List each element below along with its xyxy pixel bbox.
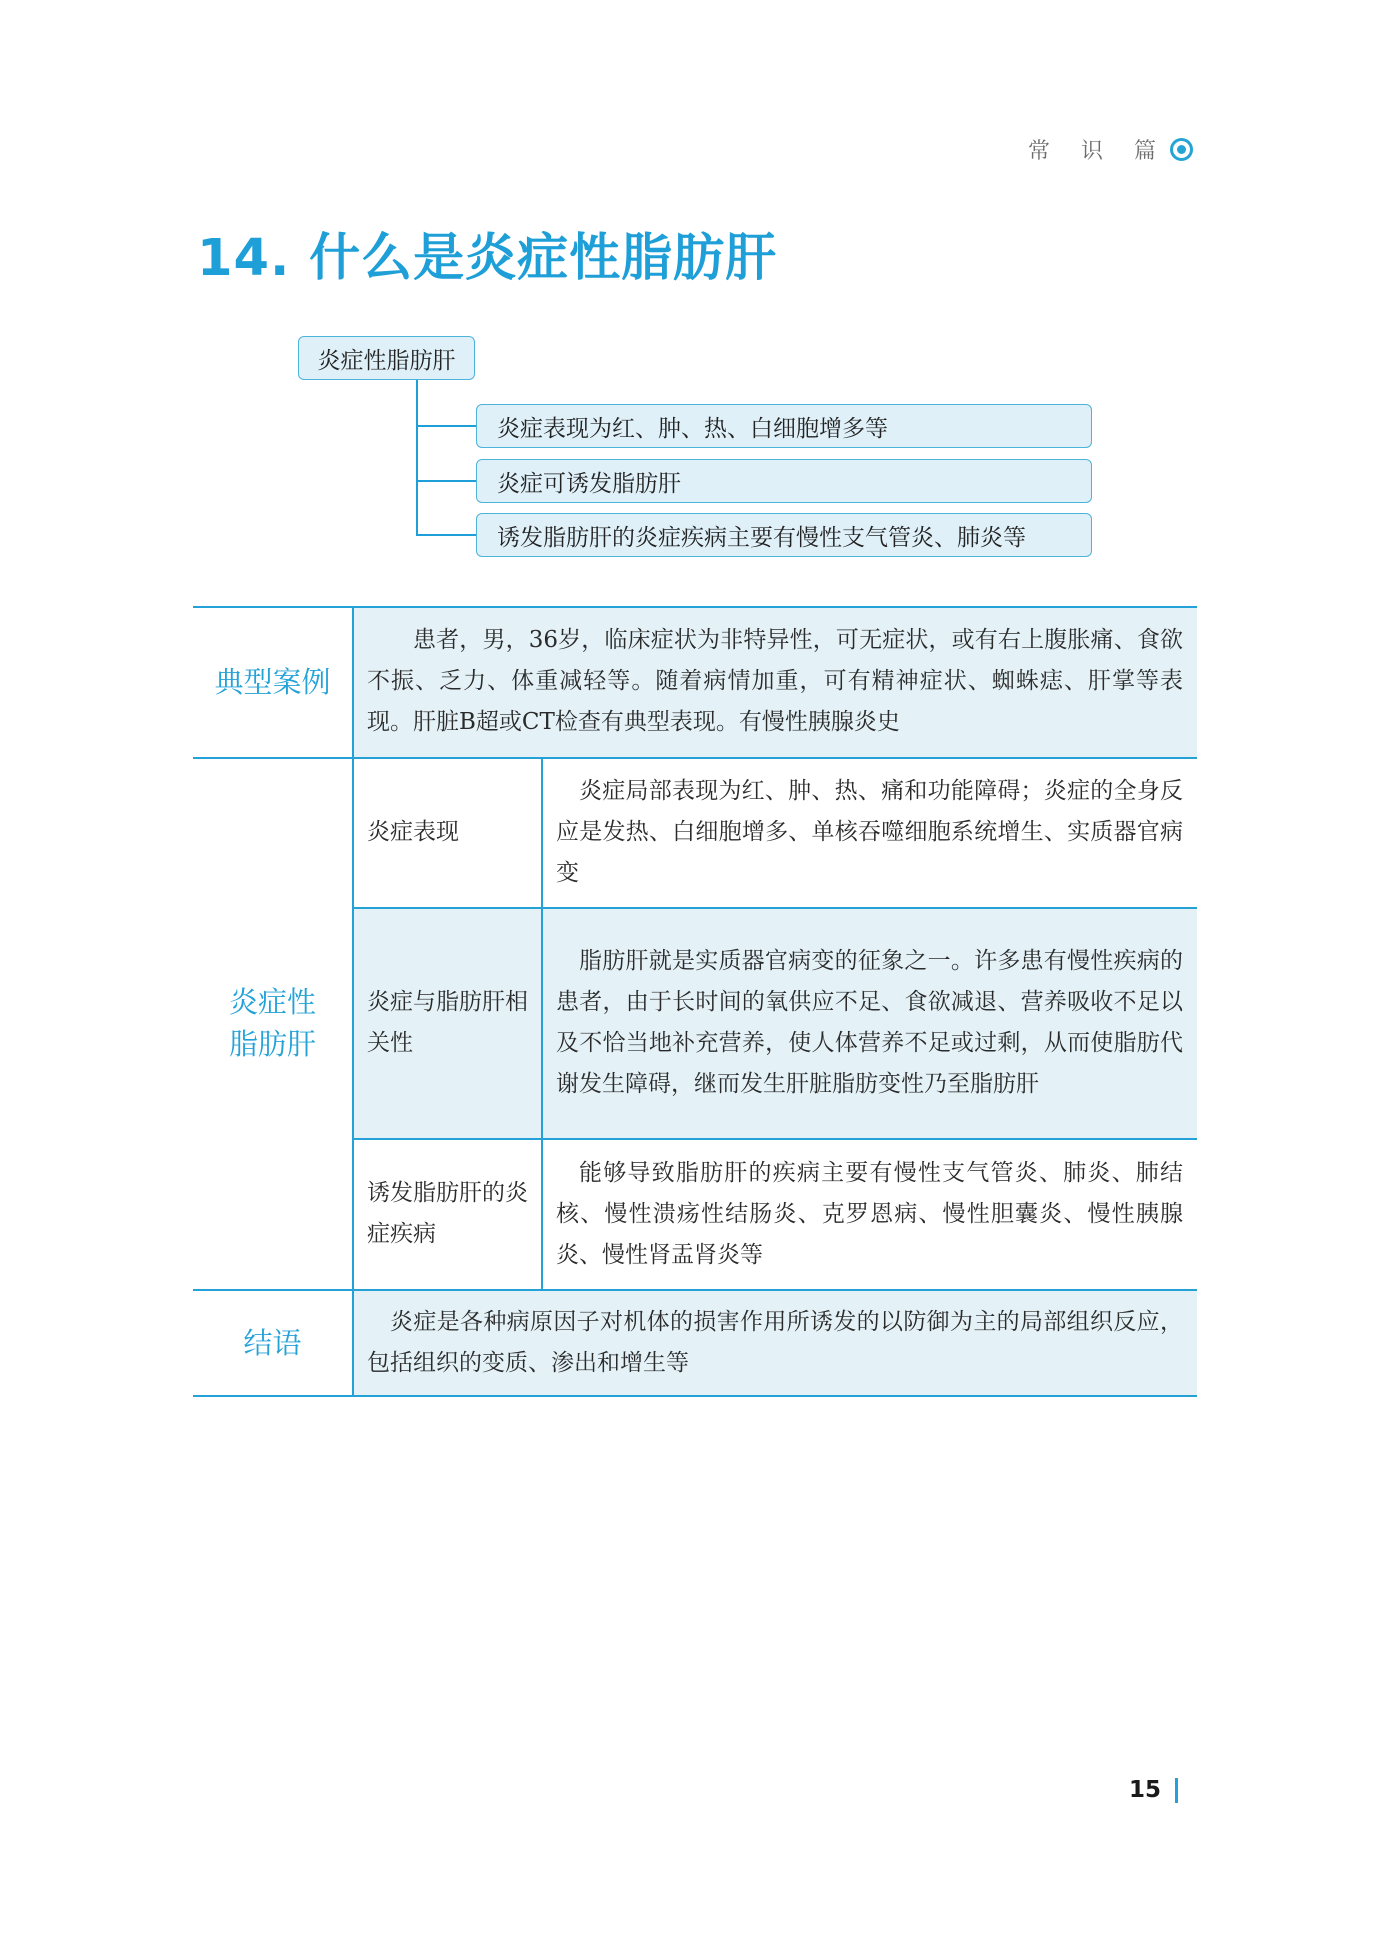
row-text-inflammation-signs: 炎症局部表现为红、肿、热、痛和功能障碍；炎症的全身反应是发热、白细胞增多、单核吞噬细胞系统增生、实质器官病变 bbox=[556, 777, 1183, 886]
page-number-text: 15 bbox=[1128, 1777, 1161, 1803]
row-text-correlation: 脂肪肝就是实质器官病变的征象之一。许多患有慢性疾病的患者，由于长时间的氧供应不足、食欲减退、营养吸收不足以及不恰当地补充营养，使人体营养不足或过剩，从而使脂肪代谢发生障碍，继而发生肝脏脂肪变性乃至脂肪肝 bbox=[542, 908, 1197, 1138]
table-vertical-rule-2 bbox=[541, 757, 543, 1289]
case-text: 患者，男，36岁，临床症状为非特异性，可无症状，或有右上腹胀痛、食欲不振、乏力、体重减轻等。随着病情加重，可有精神症状、蜘蛛痣、肝掌等表现。肝脏B超或CT检查有典型表现。有慢性胰腺炎史 bbox=[353, 606, 1197, 757]
table-rule-4 bbox=[193, 1289, 1197, 1291]
mindmap-connector-2 bbox=[416, 480, 476, 482]
mindmap-branch-3: 诱发脂肪肝的炎症疾病主要有慢性支气管炎、肺炎等 bbox=[476, 513, 1092, 557]
row-label-inducing-diseases: 诱发脂肪肝的炎症疾病 bbox=[367, 1180, 528, 1247]
row-text-inducing-diseases: 能够导致脂肪肝的疾病主要有慢性支气管炎、肺炎、肺结核、慢性溃疡性结肠炎、克罗恩病、慢性胆囊炎、慢性胰腺炎、慢性肾盂肾炎等 bbox=[556, 1159, 1183, 1268]
table-top-rule bbox=[193, 606, 1197, 608]
table-rule-2 bbox=[353, 907, 1197, 909]
conclusion-text: 炎症是各种病原因子对机体的损害作用所诱发的以防御为主的局部组织反应，包括组织的变质、渗出和增生等 bbox=[353, 1290, 1197, 1396]
mindmap-trunk-line bbox=[416, 380, 418, 536]
row-label-inflammation-signs: 炎症表现 bbox=[367, 818, 459, 845]
conclusion-label: 结语 bbox=[243, 1326, 302, 1360]
mindmap-connector-3 bbox=[416, 534, 476, 536]
case-label: 典型案例 bbox=[214, 664, 331, 699]
section-label bbox=[193, 757, 352, 1289]
running-header bbox=[1028, 134, 1193, 165]
info-table bbox=[193, 606, 1197, 1397]
section-name: 常 识 篇 bbox=[1028, 139, 1168, 164]
table-vertical-rule-1 bbox=[352, 606, 354, 1397]
concentric-circle-icon bbox=[1170, 138, 1193, 161]
page-title: 14. 什么是炎症性脂肪肝 bbox=[197, 229, 778, 288]
table-rule-1 bbox=[193, 757, 1197, 759]
page-number-bar bbox=[1175, 1778, 1178, 1803]
mindmap-connector-1 bbox=[416, 425, 476, 427]
table-bottom-rule bbox=[193, 1395, 1197, 1397]
page-number bbox=[1129, 1777, 1178, 1803]
mindmap-root: 炎症性脂肪肝 bbox=[298, 336, 475, 380]
row-label-correlation: 炎症与脂肪肝相关性 bbox=[353, 908, 541, 1138]
mindmap-branch-1: 炎症表现为红、肿、热、白细胞增多等 bbox=[476, 404, 1092, 448]
section-label-text: 炎症性脂肪肝 bbox=[228, 985, 316, 1061]
mindmap-branch-2: 炎症可诱发脂肪肝 bbox=[476, 459, 1092, 503]
table-rule-3 bbox=[353, 1138, 1197, 1140]
